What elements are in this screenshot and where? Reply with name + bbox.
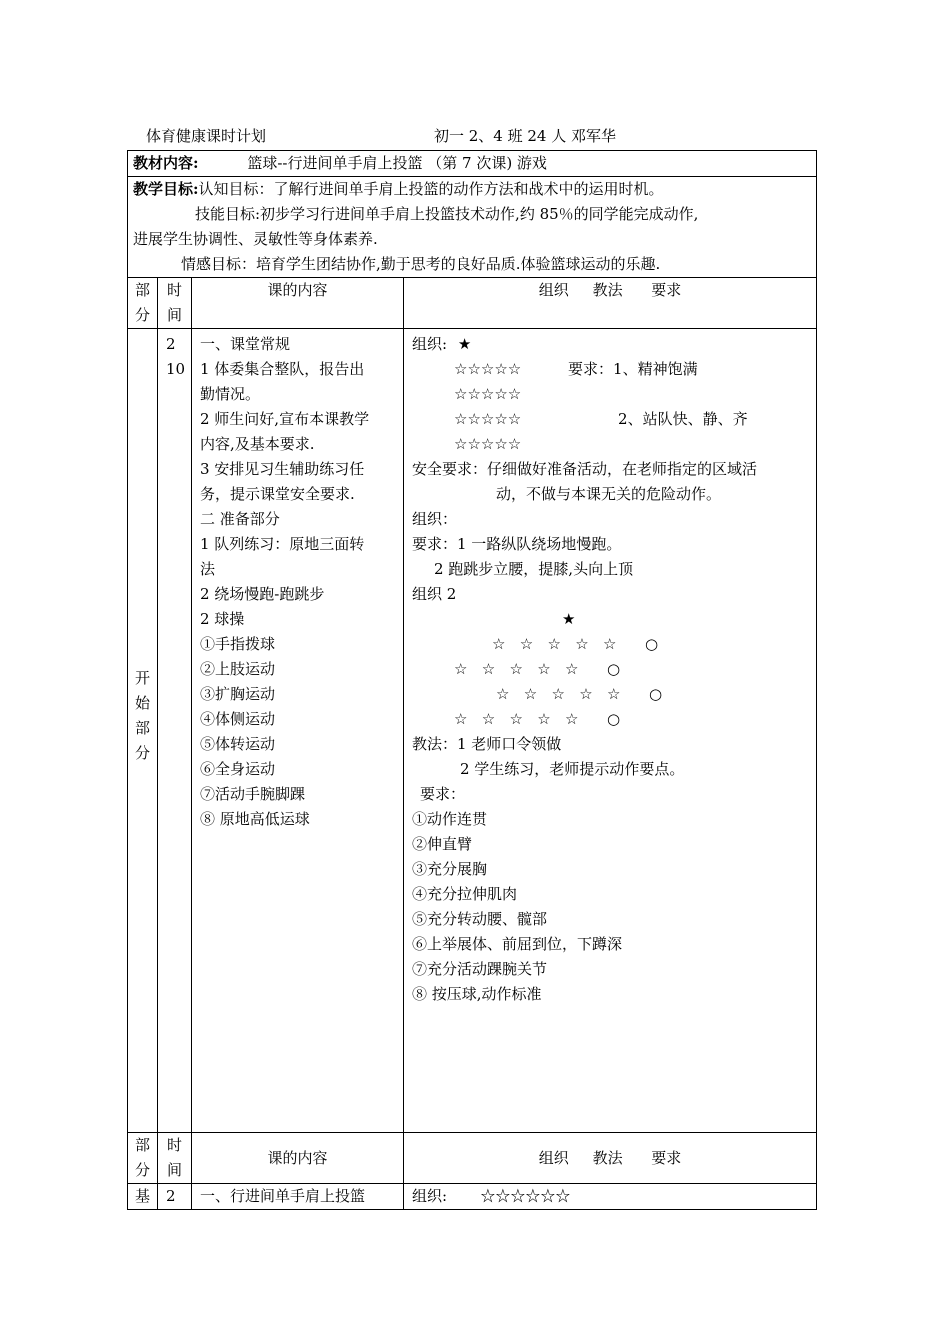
list-item: 务，提示课堂安全要求. (200, 485, 355, 503)
req-1: 要求：1、精神饱满 (568, 360, 698, 378)
list-item: 2 绕场慢跑-跑跳步 (200, 585, 325, 603)
list-item: 一、课堂常规 (200, 335, 291, 353)
org3-label: 组织 2 (412, 585, 457, 603)
student-stars: ☆☆☆☆☆ (454, 360, 522, 378)
student-stars: ☆☆☆☆☆ (454, 435, 522, 453)
header-part-2: 分 (134, 306, 150, 324)
time-basic: 2 (158, 1184, 192, 1210)
safety-2: 动，不做与本课无关的危险动作。 (496, 485, 722, 503)
list-item: 1 体委集合整队，报告出 (200, 360, 365, 378)
req-item: ⑧ 按压球,动作标准 (412, 985, 542, 1003)
goal-cognitive: 认知目标：了解行进间单手肩上投篮的动作方法和战术中的运用时机。 (198, 180, 664, 198)
content-text: 篮球--行进间单手肩上投篮 （第 7 次课) 游戏 (247, 154, 547, 172)
list-item: ⑤体转运动 (200, 735, 276, 753)
formation-row: ☆ ☆ ☆ ☆ ☆ ○ (454, 660, 621, 678)
list-item: 勤情况。 (200, 385, 261, 403)
req-item: ⑤充分转动腰、髋部 (412, 910, 548, 928)
org2-label: 组织： (412, 510, 458, 528)
formation-row: ☆ ☆ ☆ ☆ ☆ ○ (492, 635, 659, 653)
goals-label: 教学目标: (133, 180, 199, 198)
header-part-2: 分 (134, 1161, 150, 1179)
run-req-2: 2 跑跳步立腰，提膝,头向上顶 (434, 560, 634, 578)
req-2: 2、站队快、静、齐 (618, 410, 748, 428)
method-2: 2 学生练习，老师提示动作要点。 (460, 760, 685, 778)
section-start-row (128, 329, 817, 1133)
lesson-plan-table (127, 150, 817, 1210)
list-item: ⑧ 原地高低运球 (200, 810, 310, 828)
student-stars: ☆☆☆☆☆ (454, 410, 522, 428)
part-label-3: 部 (134, 719, 150, 737)
time-1: 2 (166, 335, 176, 353)
part-label-1: 开 (134, 669, 150, 687)
time-2: 10 (166, 360, 186, 378)
goal-skill-2: 进展学生协调性、灵敏性等身体素养. (133, 230, 378, 248)
content-label: 教材内容: (133, 154, 199, 172)
req-item: ③充分展胸 (412, 860, 488, 878)
header-org: 组织 教法 要求 (404, 1133, 817, 1184)
req-item: ④充分拉伸肌肉 (412, 885, 518, 903)
part-label-4: 分 (134, 744, 150, 762)
list-item: ②上肢运动 (200, 660, 276, 678)
header-part-1: 部 (134, 281, 150, 299)
organization-cell (404, 329, 817, 1133)
part-label-2: 始 (134, 694, 150, 712)
table-header-row (128, 278, 817, 329)
goals-row (128, 177, 817, 278)
table-header-row-2 (128, 1133, 817, 1184)
req-item: ⑦充分活动踝腕关节 (412, 960, 548, 978)
header-content: 课的内容 (192, 1133, 404, 1184)
content-list (192, 329, 404, 1133)
goal-skill-1: 技能目标:初步学习行进间单手肩上投篮技术动作,约 85％的同学能完成动作, (195, 205, 699, 223)
req-item: ⑥上举展体、前屈到位，下蹲深 (412, 935, 623, 953)
header-part-1: 部 (134, 1136, 150, 1154)
formation-row: ☆ ☆ ☆ ☆ ☆ ○ (496, 685, 663, 703)
list-item: ①手指拨球 (200, 635, 276, 653)
org-basic: 组织: ☆☆☆☆☆☆ (404, 1184, 817, 1210)
list-item: ③扩胸运动 (200, 685, 276, 703)
header-org: 组织 教法 要求 (404, 278, 817, 329)
list-item: 3 安排见习生辅助练习任 (200, 460, 365, 478)
list-item: 2 师生问好,宣布本课教学 (200, 410, 370, 428)
req-label: 要求： (420, 785, 466, 803)
header-time-2: 间 (166, 1161, 182, 1179)
teacher-star-icon: ★ (562, 610, 576, 628)
req-item: ①动作连贯 (412, 810, 488, 828)
org-label: 组织: (412, 335, 448, 353)
req-item: ②伸直臂 (412, 835, 473, 853)
header-content: 课的内容 (192, 278, 404, 329)
list-item: 1 队列练习：原地三面转 (200, 535, 365, 553)
header-time-1: 时 (166, 281, 182, 299)
list-item: 法 (200, 560, 216, 578)
plan-title: 体育健康课时计划 (146, 127, 267, 145)
list-item: 内容,及基本要求. (200, 435, 315, 453)
list-item: ⑥全身运动 (200, 760, 276, 778)
header-time-1: 时 (166, 1136, 182, 1154)
goal-emotion: 情感目标：培育学生团结协作,勤于思考的良好品质.体验篮球运动的乐趣. (181, 255, 661, 273)
method-1: 教法：1 老师口令领做 (412, 735, 562, 753)
student-stars: ☆☆☆☆☆ (454, 385, 522, 403)
list-item: 2 球操 (200, 610, 245, 628)
section-basic-row (128, 1184, 817, 1210)
part-label-basic: 基 (128, 1184, 158, 1210)
content-basic: 一、行进间单手肩上投篮 (192, 1184, 404, 1210)
run-req-1: 要求：1 一路纵队绕场地慢跑。 (412, 535, 622, 553)
content-row (128, 151, 817, 177)
formation-row: ☆ ☆ ☆ ☆ ☆ ○ (454, 710, 621, 728)
list-item: ④体侧运动 (200, 710, 276, 728)
safety-1: 安全要求：仔细做好准备活动，在老师指定的区域活 (412, 460, 758, 478)
list-item: ⑦活动手腕脚踝 (200, 785, 306, 803)
header-time-2: 间 (166, 306, 182, 324)
teacher-star-icon: ★ (457, 335, 472, 353)
class-info: 初一 2、4 班 24 人 邓军华 (434, 127, 617, 145)
list-item: 二 准备部分 (200, 510, 280, 528)
